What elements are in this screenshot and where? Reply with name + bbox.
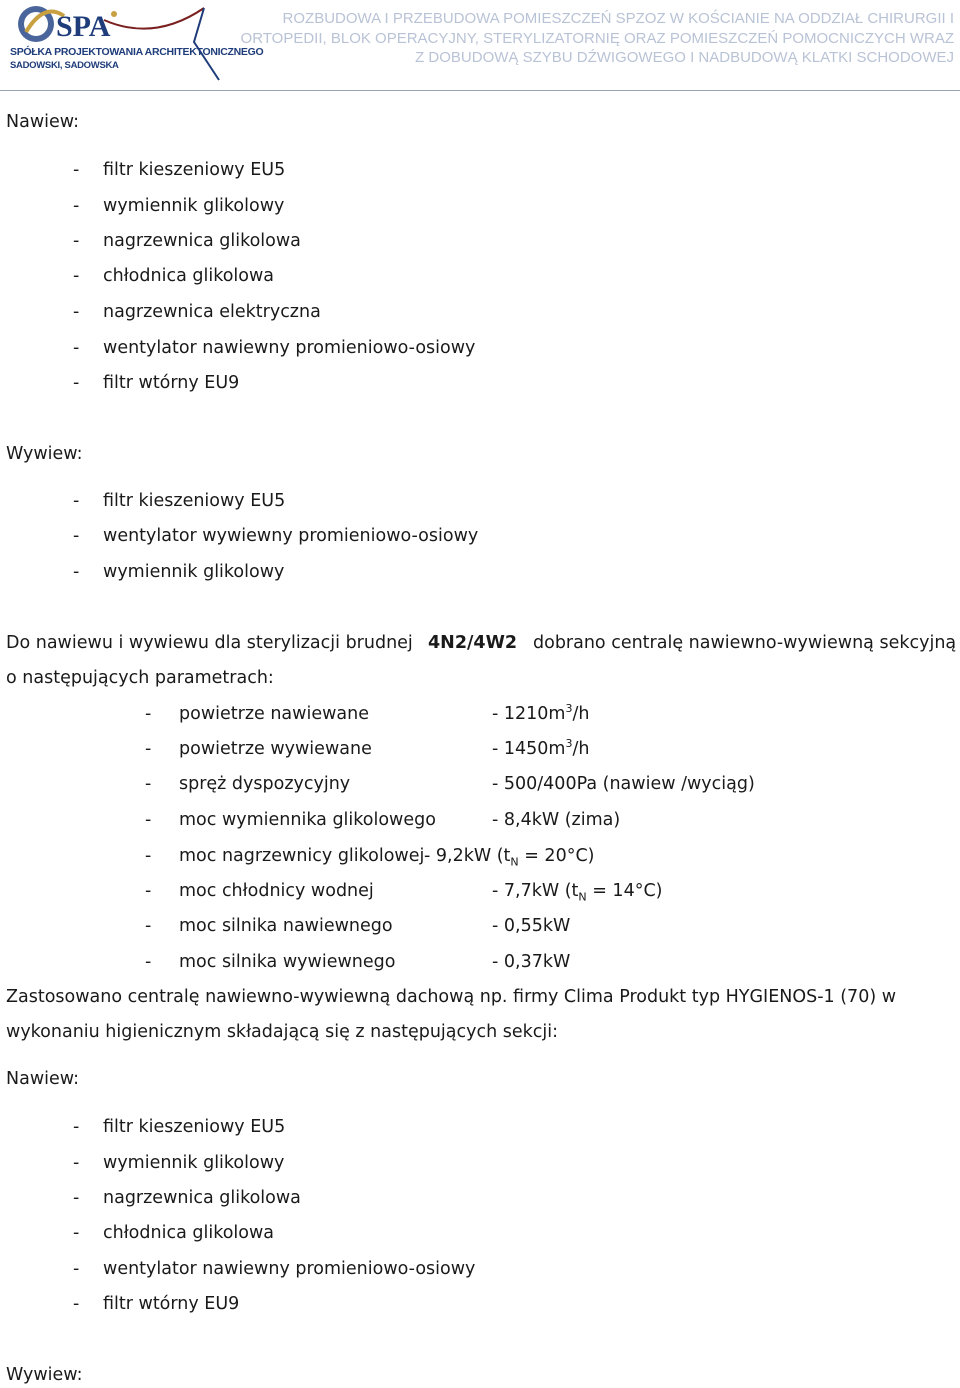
intro-text-line2: o następujących parametrach: bbox=[6, 668, 274, 688]
parameter-label: powietrze nawiewane bbox=[179, 704, 369, 724]
logo-owners: SADOWSKI, SADOWSKA bbox=[10, 60, 119, 71]
wywiew-heading: Wywiew: bbox=[6, 444, 83, 464]
parameter-value: - 9,2kW $(t_N = 20^\circ C)$ bbox=[424, 846, 595, 869]
parameter-value: - $1210m^3/h$ bbox=[492, 702, 590, 724]
parameter-label: moc silnika wywiewnego bbox=[179, 952, 396, 972]
svg-text:SPA: SPA bbox=[56, 10, 111, 43]
page-header bbox=[0, 0, 960, 92]
conclusion-line1: Zastosowano centralę nawiewno-wywiewną dachową np. firmy Clima Produkt typ HYGIENOS-1 (70) w bbox=[6, 987, 897, 1007]
list-item-text: wentylator nawiewny promieniowo-osiowy bbox=[103, 1259, 476, 1279]
intro-text-end: dobrano centralę nawiewno-wywiewną sekcyjną bbox=[533, 633, 957, 653]
parameter-label: spręż dyspozycyjny bbox=[179, 774, 351, 794]
parameter-label: moc nagrzewnicy glikolowej bbox=[179, 846, 425, 866]
parameter-value: - 8,4kW (zima) bbox=[492, 810, 621, 830]
list-item-text: wymiennik glikolowy bbox=[103, 1153, 285, 1173]
list-item-text: chłodnica glikolowa bbox=[103, 1223, 275, 1243]
logo-company-name: SPÓŁKA PROJEKTOWANIA ARCHITEKTONICZNEGO bbox=[10, 46, 264, 58]
conclusion-line2: wykonaniu higienicznym składającą się z następujących sekcji: bbox=[6, 1022, 559, 1042]
logo-graphic bbox=[4, 2, 240, 88]
list-item-text: filtr kieszeniowy EU5 bbox=[103, 160, 286, 180]
list-item-text: chłodnica glikolowa bbox=[103, 266, 275, 286]
list-item-text: nagrzewnica glikolowa bbox=[103, 231, 301, 251]
parameter-label: powietrze wywiewane bbox=[179, 739, 372, 759]
wywiew-heading: Wywiew: bbox=[6, 1365, 83, 1385]
unit-code: 4N2/4W2 bbox=[428, 633, 518, 653]
list-item-text: filtr kieszeniowy EU5 bbox=[103, 491, 286, 511]
company-logo bbox=[4, 2, 264, 88]
intro-text-start: Do nawiewu i wywiewu dla sterylizacji brudnej bbox=[6, 633, 413, 653]
list-item-text: filtr wtórny EU9 bbox=[103, 373, 240, 393]
list-item-text: wentylator nawiewny promieniowo-osiowy bbox=[103, 338, 476, 358]
parameter-label: moc chłodnicy wodnej bbox=[179, 881, 374, 901]
header-divider bbox=[0, 90, 960, 91]
parameter-label: moc wymiennika glikolowego bbox=[179, 810, 436, 830]
document-title: ROZBUDOWA I PRZEBUDOWA POMIESZCZEŃ SPZOZ W KOŚCIANIE NA ODDZIAŁ CHIRURGII I ORTOPEDII, BLOK OPERACYJNY, STERYLIZATORNIĘ ORAZ POMIESZCZEŃ POMOCNICZYCH WRAZ Z DOBUDOWĄ SZYBU DŹWIGOWEGO I NADBUDOWĄ KLATKI SCHODOWEJ bbox=[240, 10, 954, 66]
nawiew-heading: Nawiew: bbox=[6, 112, 80, 132]
list-item-text: filtr wtórny EU9 bbox=[103, 1294, 240, 1314]
parameter-label: moc silnika nawiewnego bbox=[179, 916, 393, 936]
list-item-text: nagrzewnica elektryczna bbox=[103, 302, 321, 322]
list-item-text: wymiennik glikolowy bbox=[103, 562, 285, 582]
nawiew-heading: Nawiew: bbox=[6, 1069, 80, 1089]
list-item-text: wentylator wywiewny promieniowo-osiowy bbox=[103, 526, 479, 546]
parameter-value: - 0,37kW bbox=[492, 952, 571, 972]
parameter-value: - 0,55kW bbox=[492, 916, 571, 936]
parameter-value: - 500/400Pa (nawiew /wyciąg) bbox=[492, 774, 755, 794]
list-item-text: filtr kieszeniowy EU5 bbox=[103, 1117, 286, 1137]
list-item-text: nagrzewnica glikolowa bbox=[103, 1188, 301, 1208]
parameter-value: - $1450m^3/h$ bbox=[492, 737, 590, 759]
parameter-value: - 7,7kW $(t_N = 14^\circ C)$ bbox=[492, 881, 663, 904]
list-item-text: wymiennik glikolowy bbox=[103, 196, 285, 216]
